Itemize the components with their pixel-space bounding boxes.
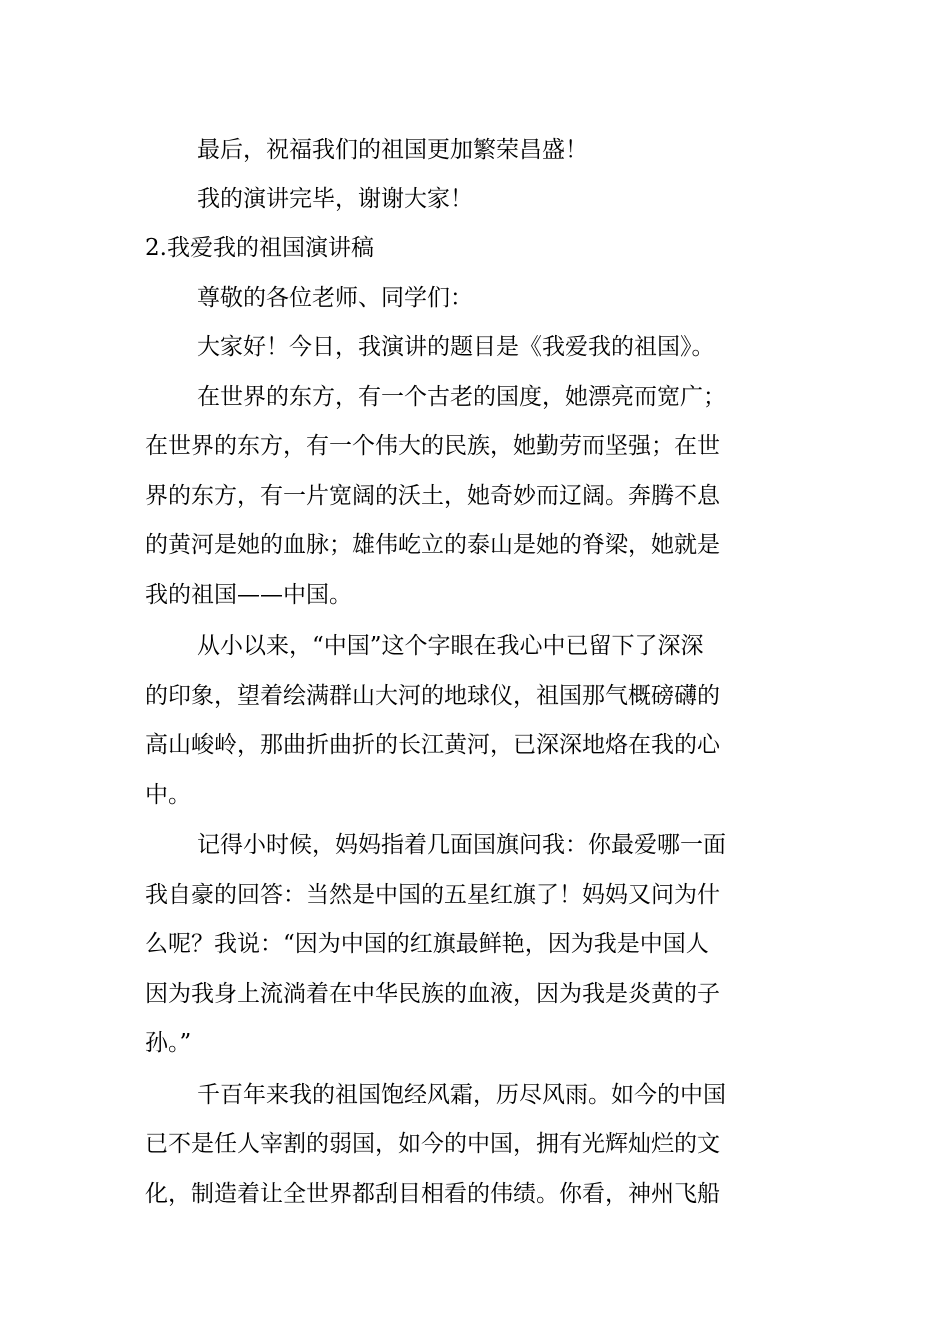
paragraph-2-line-1: 从小以来，“中国”这个字眼在我心中已留下了深深	[197, 633, 704, 659]
section-heading: 2.我爱我的祖国演讲稿	[145, 235, 374, 261]
paragraph-4-line-3: 化，制造着让全世界都刮目相看的伟绩。你看，神州飞船	[145, 1181, 720, 1207]
closing-line-2: 我的演讲完毕，谢谢大家！	[197, 186, 473, 212]
paragraph-4-line-2: 已不是任人宰割的弱国，如今的中国，拥有光辉灿烂的文	[145, 1131, 720, 1157]
paragraph-3-line-1: 记得小时候，妈妈指着几面国旗问我：你最爱哪一面	[197, 832, 726, 858]
paragraph-3-line-4: 因为我身上流淌着在中华民族的血液，因为我是炎黄的子	[145, 981, 720, 1007]
paragraph-3-line-5: 孙。”	[145, 1030, 192, 1056]
paragraph-4-line-1: 千百年来我的祖国饱经风霜，历尽风雨。如今的中国	[197, 1082, 726, 1108]
greeting: 大家好！今日，我演讲的题目是《我爱我的祖国》。	[197, 334, 715, 360]
paragraph-1-line-5: 我的祖国——中国。	[145, 582, 352, 608]
salutation: 尊敬的各位老师、同学们：	[197, 285, 473, 311]
paragraph-1-line-1: 在世界的东方，有一个古老的国度，她漂亮而宽广；	[197, 384, 726, 410]
paragraph-1-line-2: 在世界的东方，有一个伟大的民族，她勤劳而坚强；在世	[145, 433, 720, 459]
paragraph-2-line-3: 高山峻岭，那曲折曲折的长江黄河，已深深地烙在我的心	[145, 732, 720, 758]
paragraph-1-line-3: 界的东方，有一片宽阔的沃土，她奇妙而辽阔。奔腾不息	[145, 483, 720, 509]
paragraph-2-line-4: 中。	[145, 782, 191, 808]
paragraph-3-line-3: 么呢？我说：“因为中国的红旗最鲜艳，因为我是中国人	[145, 931, 709, 957]
paragraph-2-line-2: 的印象，望着绘满群山大河的地球仪，祖国那气概磅礴的	[145, 683, 720, 709]
paragraph-3-line-2: 我自豪的回答：当然是中国的五星红旗了！妈妈又问为什	[145, 882, 720, 908]
closing-line-1: 最后，祝福我们的祖国更加繁荣昌盛！	[197, 137, 588, 163]
paragraph-1-line-4: 的黄河是她的血脉；雄伟屹立的泰山是她的脊梁，她就是	[145, 532, 720, 558]
